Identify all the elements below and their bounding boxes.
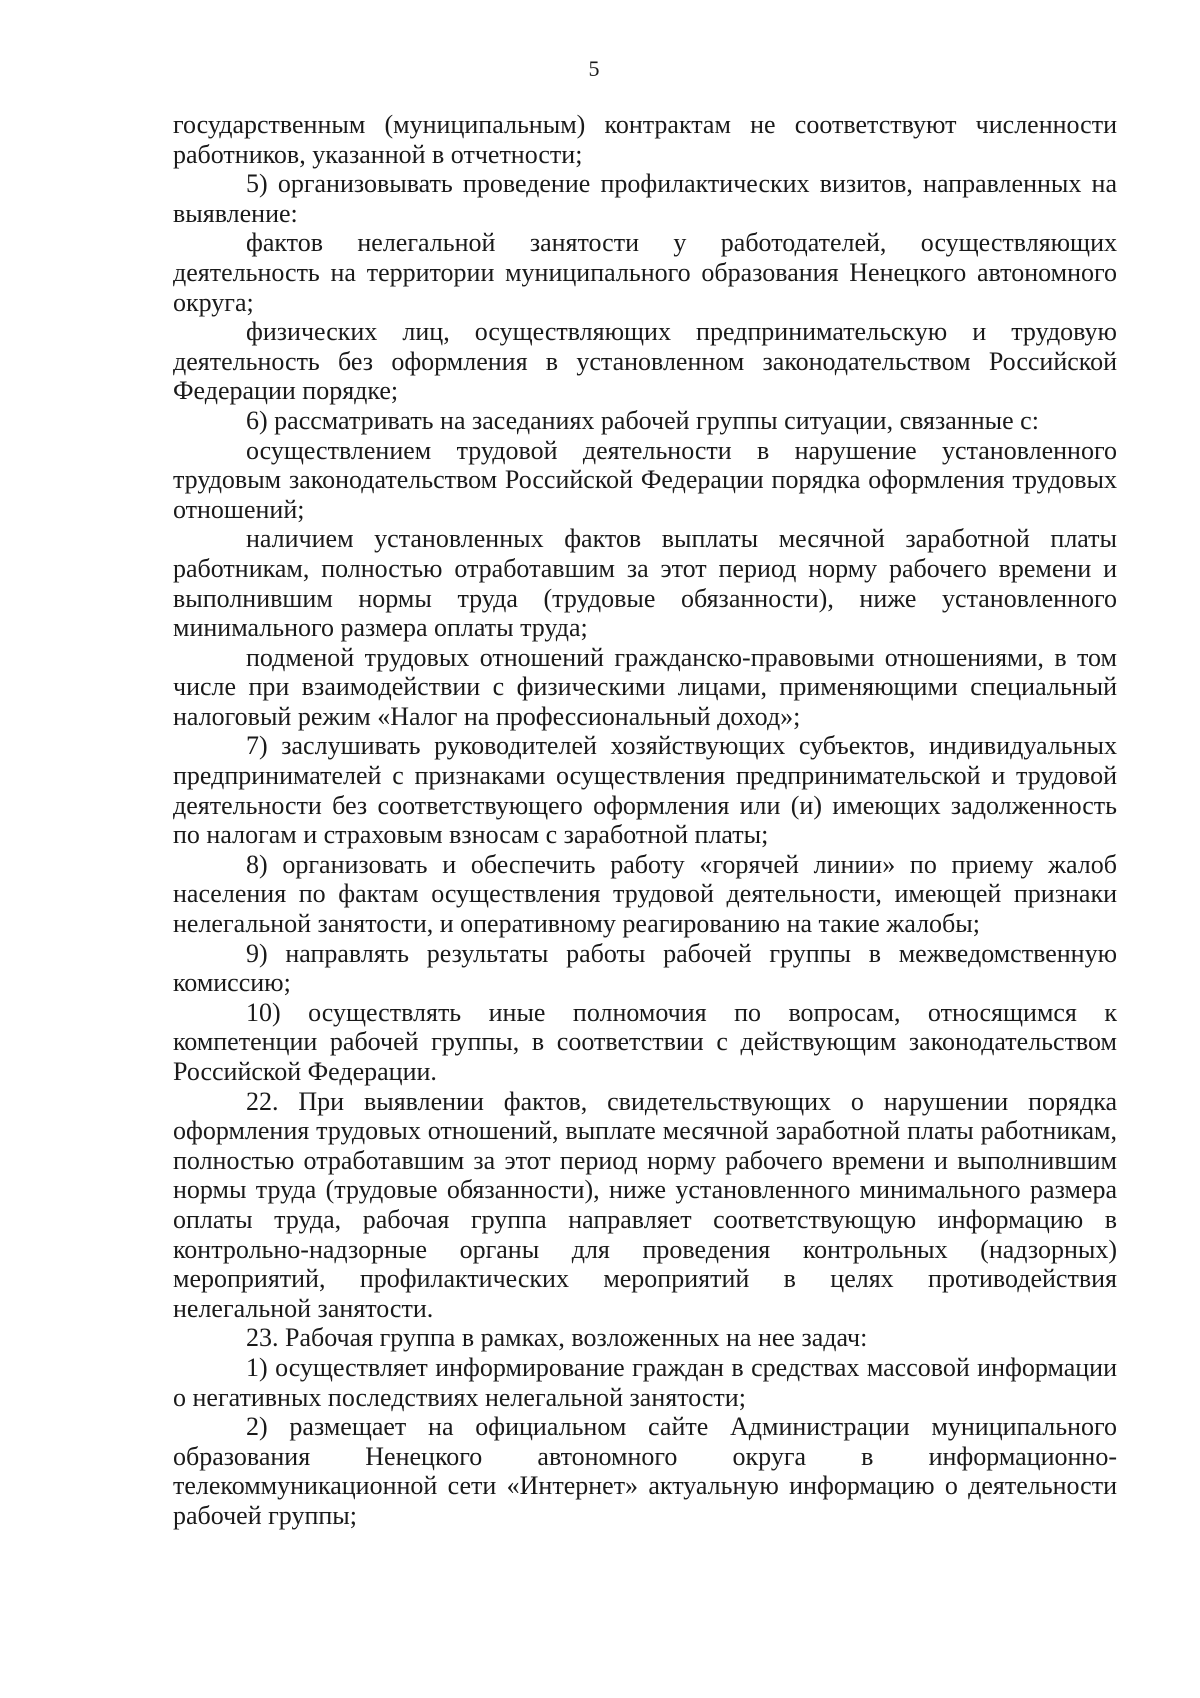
paragraph: 2) размещает на официальном сайте Администрации муниципального образования Ненецкого автономного округа в информационно-телекоммуникационной сети «Интернет» актуальную информацию о деятельности рабочей группы; — [173, 1412, 1117, 1530]
paragraph: 5) организовывать проведение профилактических визитов, направленных на выявление: — [173, 169, 1117, 228]
paragraph: подменой трудовых отношений гражданско-правовыми отношениями, в том числе при взаимодействии с физическими лицами, применяющими специальный налоговый режим «Налог на профессиональный доход»; — [173, 642, 1117, 731]
document-body — [173, 110, 1117, 1531]
paragraph: 1) осуществляет информирование граждан в средствах массовой информации о негативных последствиях нелегальной занятости; — [173, 1352, 1117, 1412]
page-number: 5 — [588, 56, 600, 81]
paragraph: физических лиц, осуществляющих предпринимательскую и трудовую деятельность без оформления в установленном законодательством Российской Федерации порядке; — [173, 317, 1117, 406]
paragraph: 10) осуществлять иные полномочия по вопросам, относящимся к компетенции рабочей группы, в соответствии с действующим законодательством Российской Федерации. — [173, 997, 1117, 1086]
paragraph: 22. При выявлении фактов, свидетельствующих о нарушении порядка оформления трудовых отношений, выплате месячной заработной платы работникам, полностью отработавшим за этот период норму рабочего времени и выполнившим нормы труда (трудовые обязанности), ниже установленного минимального размера оплаты труда, рабочая группа направляет соответствующую информацию в контрольно-надзорные органы для проведения контрольных (надзорных) мероприятий, профилактических мероприятий в целях противодействия нелегальной занятости. — [173, 1086, 1117, 1323]
paragraph: 9) направлять результаты работы рабочей группы в межведомственную комиссию; — [173, 938, 1117, 998]
paragraph: 7) заслушивать руководителей хозяйствующих субъектов, индивидуальных предпринимателей с признаками осуществления предпринимательской и трудовой деятельности без соответствующего оформления или (и) имеющих задолженность по налогам и страховым взносам с заработной платы; — [173, 731, 1117, 850]
paragraph: фактов нелегальной занятости у работодателей, осуществляющих деятельность на территории муниципального образования Ненецкого автономного округа; — [173, 228, 1117, 317]
paragraph: государственным (муниципальным) контрактам не соответствуют численности работников, указанной в отчетности; — [173, 110, 1117, 169]
paragraph: наличием установленных фактов выплаты месячной заработной платы работникам, полностью отработавшим за этот период норму рабочего времени и выполнившим нормы труда (трудовые обязанности), ниже установленного минимального размера оплаты труда; — [173, 524, 1117, 643]
paragraph: 6) рассматривать на заседаниях рабочей группы ситуации, связанные с: — [246, 405, 1039, 435]
paragraph: 23. Рабочая группа в рамках, возложенных на нее задач: — [246, 1323, 868, 1353]
paragraph: осуществлением трудовой деятельности в нарушение установленного трудовым законодательством Российской Федерации порядка оформления трудовых отношений; — [173, 435, 1117, 524]
paragraph: 8) организовать и обеспечить работу «горячей линии» по приему жалоб населения по фактам осуществления трудовой деятельности, имеющей признаки нелегальной занятости, и оперативному реагированию на такие жалобы; — [173, 849, 1117, 939]
